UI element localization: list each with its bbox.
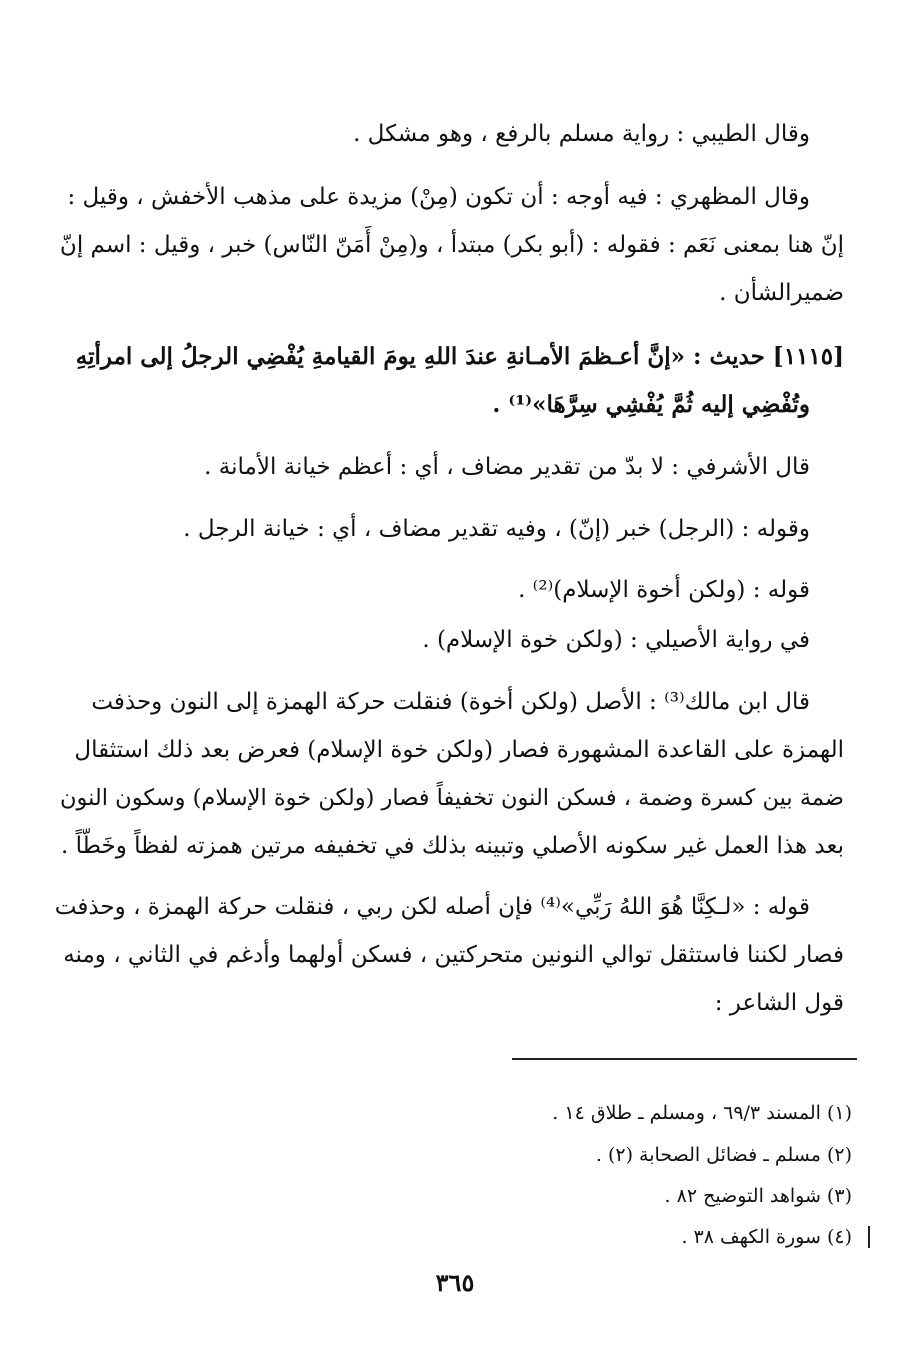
page-number: ٣٦٥ [435,1268,475,1297]
text-line-8: وقوله : (الرجل) خبر (إنّ) ، وفيه تقدير مضاف ، أي : خيانة الرجل . [183,516,810,542]
footnote-1: (١) المسند ٦٩/٣ ، ومسلم ـ طلاق ١٤ . [552,1102,852,1124]
text-line-11: قال ابن مالك⁽³⁾ : الأصل (ولكن أخوة) فنقلت حركة الهمزة إلى النون وحذفت [91,689,810,715]
footnote-3: (٣) شواهد التوضيح ٨٢ . [664,1185,852,1207]
hadith-line-1: [١١١٥] حديث : «إنَّ أعـظمَ الأمـانةِ عندَ اللهِ يومَ القيامةِ يُفْضِي الرجلُ إلى امرأتِهِ [75,343,844,370]
text-line-10: في رواية الأصيلي : (ولكن خوة الإسلام) . [422,627,810,653]
text-line-2: وقال المظهري : فيه أوجه : أن تكون (مِنْ) مزيدة على مذهب الأخفش ، وقيل : [67,184,810,210]
text-line-14: بعد هذا العمل غير سكونه الأصلي وتبينه بذلك في تخفيفه مرتين همزته لفظاً وخَطّاً . [60,833,844,859]
text-line-17: قول الشاعر : [714,990,844,1016]
text-line-3: إنّ هنا بمعنى نَعَم : فقوله : (أبو بكر) مبتدأ ، و(مِنْ أَمَنّ النّاس) خبر ، وقيل : اسم إنّ [59,232,844,258]
text-line-15: قوله : «لـكِنَّا هُوَ اللهُ رَبِّي»⁽⁴⁾ فإن أصله لكن ربي ، فنقلت حركة الهمزة ، وحذفت [54,894,810,920]
footnote-2: (٢) مسلم ـ فضائل الصحابة (٢) . [595,1144,852,1166]
text-line-7: قال الأشرفي : لا بدّ من تقدير مضاف ، أي : أعظم خيانة الأمانة . [204,454,810,480]
text-line-13: ضمة بين كسرة وضمة ، فسكن النون تخفيفاً فصار (ولكن خوة الإسلام) وسكون النون [59,785,844,811]
hadith-line-2: وتُفْضِي إليه ثُمَّ يُفْشِي سِرَّهَا»⁽¹⁾ . [492,391,810,418]
text-line-9: قوله : (ولكن أخوة الإسلام)⁽²⁾ . [518,577,810,603]
footnote-4: (٤) سورة الكهف ٣٨ . [681,1226,852,1248]
text-line-4: ضميرالشأن . [719,280,844,306]
margin-mark [868,1226,870,1248]
footnote-divider [512,1058,857,1060]
text-line-12: الهمزة على القاعدة المشهورة فصار (ولكن خوة الإسلام) فعرض بعد ذلك استثقال [74,737,844,763]
text-line-16: فصار لكننا فاستثقل توالي النونين متحركتين ، فسكن أولهما وأدغم في الثاني ، ومنه [63,942,844,968]
text-line-1: وقال الطيبي : رواية مسلم بالرفع ، وهو مشكل . [353,121,810,147]
